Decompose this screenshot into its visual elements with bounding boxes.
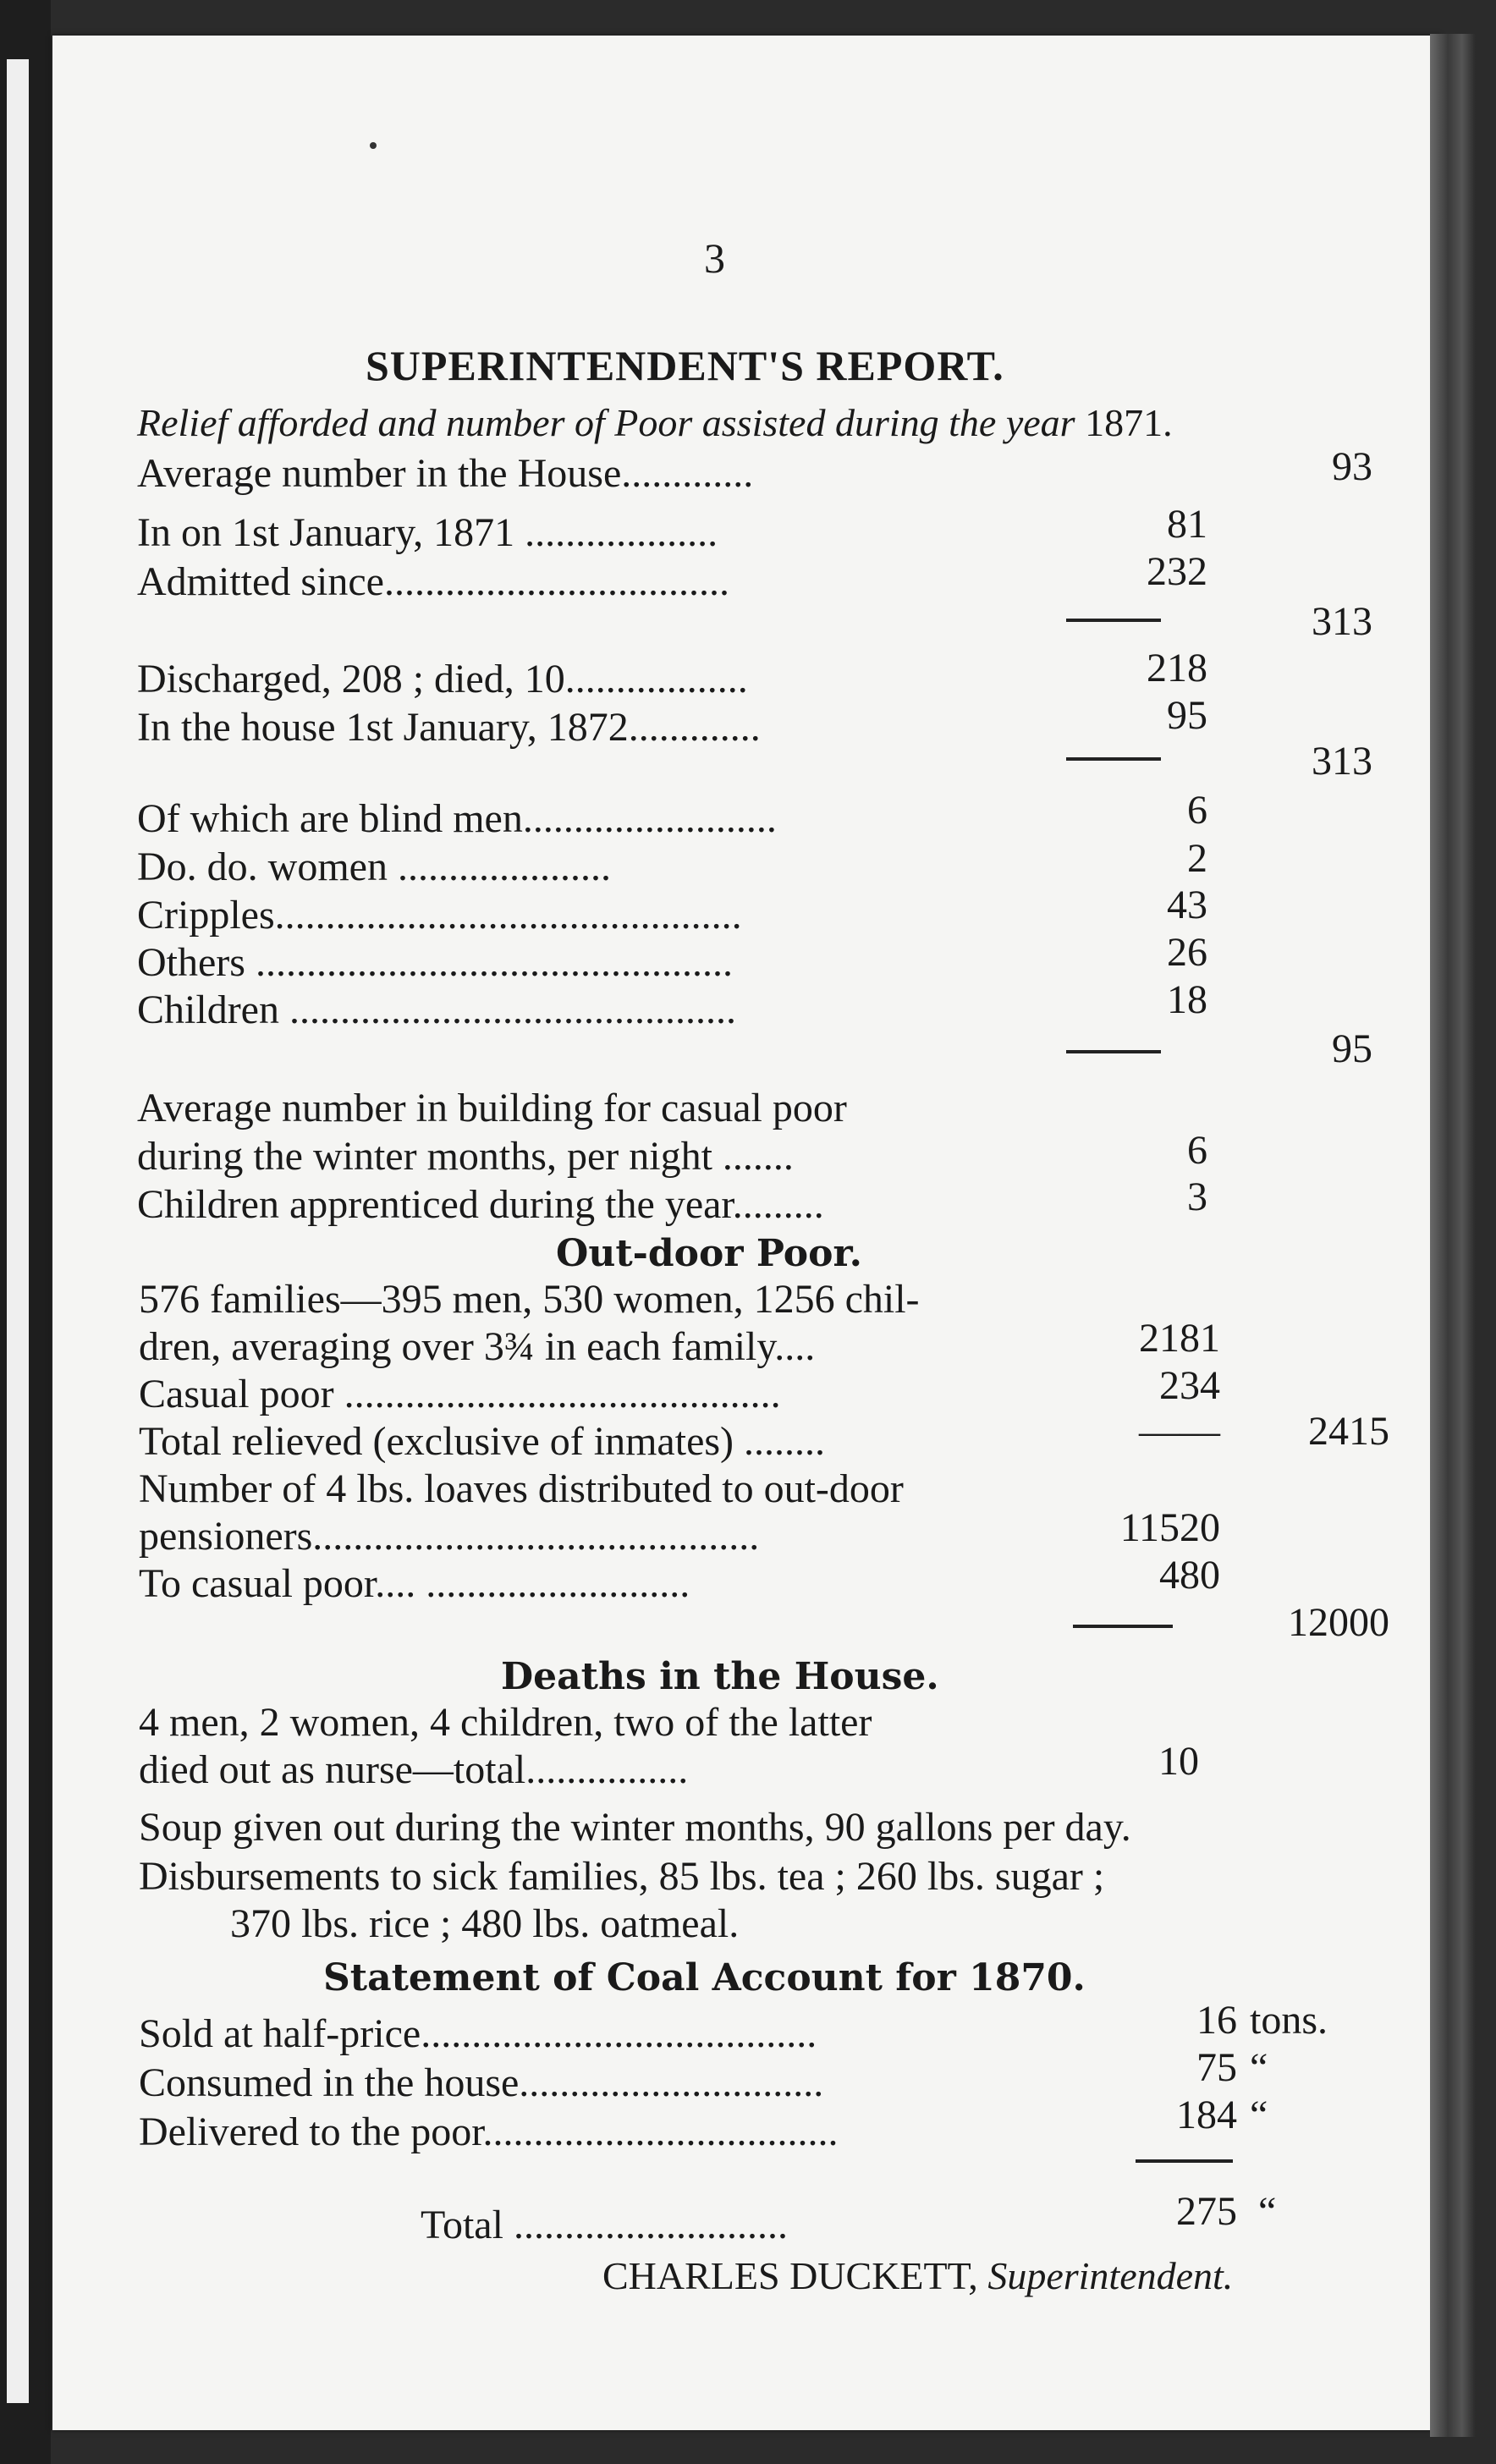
row-value: 234 — [1159, 1363, 1220, 1408]
row-value: 218 — [1147, 646, 1207, 690]
row-total: 12000 — [1288, 1600, 1389, 1645]
row-label: Total relieved (exclusive of inmates) ........ — [139, 1419, 826, 1464]
row-value: 10 — [1158, 1739, 1199, 1784]
row-label: Number of 4 lbs. loaves distributed to out-door — [139, 1466, 904, 1511]
subtitle-text: Relief afforded and number of Poor assisted during the year — [137, 401, 1075, 444]
report-subtitle — [137, 399, 1173, 447]
row-label: Admitted since.................................. — [137, 559, 729, 604]
ink-speck — [370, 142, 377, 149]
row-label: Casual poor ........................................... — [139, 1372, 781, 1416]
section-heading-outdoor: Out-door Poor. — [556, 1232, 862, 1275]
report-page — [52, 36, 1440, 2430]
row-label: Of which are blind men......................... — [137, 796, 777, 841]
row-label: 576 families—395 men, 530 women, 1256 chil- — [139, 1277, 920, 1322]
row-label: during the winter months, per night ....... — [137, 1134, 794, 1179]
row-value: 232 — [1147, 549, 1207, 594]
row-label: In on 1st January, 1871 ................... — [137, 510, 718, 555]
row-label: 4 men, 2 women, 4 children, two of the latter — [139, 1700, 872, 1745]
row-value: 6 — [1187, 788, 1207, 833]
row-label: dren, averaging over 3¾ in each family.... — [139, 1324, 816, 1369]
row-value: 2181 — [1139, 1316, 1220, 1361]
disbursements-line: 370 lbs. rice ; 480 lbs. oatmeal. — [230, 1901, 740, 1946]
coal-total-label: Total ........................... — [421, 2203, 788, 2247]
subtitle-year: 1871. — [1085, 401, 1173, 444]
report-title: SUPERINTENDENT'S REPORT. — [366, 342, 1004, 389]
row-label: Children ............................................ — [137, 987, 736, 1032]
row-value: 95 — [1167, 693, 1207, 738]
section-heading-deaths: Deaths in the House. — [501, 1655, 939, 1698]
coal-row-label: Consumed in the house.............................. — [139, 2060, 824, 2105]
row-label: Do. do. women ..................... — [137, 844, 611, 889]
coal-total-qty: 275 — [1176, 2189, 1237, 2234]
section-heading-coal: Statement of Coal Account for 1870. — [323, 1956, 1086, 1999]
row-label: In the house 1st January, 1872............. — [137, 705, 761, 750]
coal-row-label: Delivered to the poor................................... — [139, 2109, 839, 2154]
row-value: 2 — [1187, 836, 1207, 881]
adjacent-page-strip — [7, 59, 29, 2403]
row-value: 480 — [1159, 1553, 1220, 1598]
coal-row-label: Sold at half-price....................................... — [139, 2011, 817, 2056]
row-total: 95 — [1332, 1026, 1372, 1071]
row-label: Discharged, 208 ; died, 10.................. — [137, 657, 748, 701]
coal-total-unit: “ — [1258, 2189, 1277, 2234]
coal-row-unit: “ — [1250, 2093, 1268, 2137]
disbursements-line: Disbursements to sick families, 85 lbs. tea ; 260 lbs. sugar ; — [139, 1854, 1105, 1899]
row-value: 18 — [1167, 977, 1207, 1022]
coal-row-qty: 16 — [1196, 1998, 1237, 2043]
row-value: 43 — [1167, 883, 1207, 927]
row-total: 313 — [1312, 599, 1372, 644]
sum-rule — [1073, 1625, 1173, 1628]
row-label: pensioners............................................ — [139, 1514, 760, 1559]
signature — [602, 2252, 1233, 2300]
book-fore-edge — [1430, 34, 1476, 2437]
row-label: Cripples.............................................. — [137, 893, 742, 938]
soup-line: Soup given out during the winter months, 90 gallons per day. — [139, 1805, 1131, 1850]
row-value: 3 — [1187, 1174, 1207, 1219]
page-content — [52, 36, 1440, 2430]
coal-row-qty: 75 — [1196, 2045, 1237, 2090]
sum-rule — [1066, 619, 1161, 622]
signature-role: Superintendent. — [987, 2254, 1234, 2297]
row-label: Children apprenticed during the year......... — [137, 1182, 824, 1227]
row-label: Others ............................................... — [137, 940, 733, 985]
row-value: 6 — [1187, 1128, 1207, 1173]
row-value: —— — [1139, 1409, 1220, 1454]
coal-row-unit: “ — [1250, 2045, 1268, 2090]
row-total: 2415 — [1308, 1409, 1389, 1454]
row-value: 81 — [1167, 502, 1207, 547]
sum-rule — [1136, 2159, 1233, 2163]
coal-row-unit: tons. — [1250, 1998, 1328, 2043]
row-total: 93 — [1332, 444, 1372, 489]
coal-row-qty: 184 — [1176, 2093, 1237, 2137]
row-value: 26 — [1167, 930, 1207, 975]
row-label: Average number in the House............. — [137, 451, 754, 496]
row-label: To casual poor.... .......................... — [139, 1561, 690, 1606]
page-number: 3 — [704, 234, 725, 282]
signature-name: CHARLES DUCKETT, — [602, 2254, 978, 2297]
row-label: died out as nurse—total................ — [139, 1747, 689, 1792]
row-value: 11520 — [1119, 1505, 1220, 1550]
row-label: Average number in building for casual poor — [137, 1086, 847, 1130]
sum-rule — [1066, 757, 1161, 761]
row-total: 313 — [1312, 739, 1372, 784]
sum-rule — [1066, 1050, 1161, 1053]
